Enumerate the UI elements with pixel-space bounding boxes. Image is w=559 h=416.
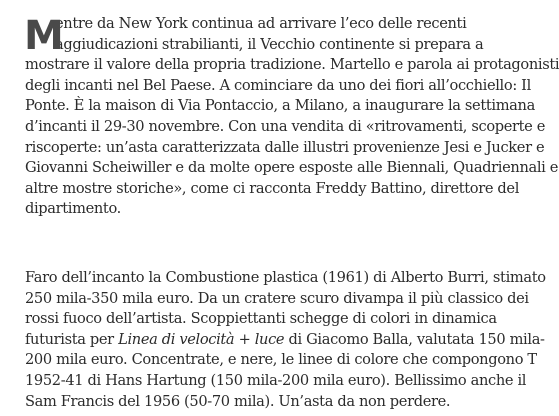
paragraph-line: mostrare il valore della propria tradizione. Martello e parola ai protagonisti: [25, 56, 559, 74]
paragraph-line: riscoperte: un’asta caratterizzata dalle illustri provenienze Jesi e Jucker e: [25, 138, 545, 156]
paragraph-line: Giovanni Scheiwiller e da molte opere esposte alle Biennali, Quadriennali e: [25, 159, 559, 177]
paragraph-text: di Giacomo Balla, valutata 150 mila-: [284, 330, 545, 348]
article-body: [24, 13, 559, 412]
paragraph-line: Ponte. È la maison di Via Pontaccio, a Milano, a inaugurare la settimana: [25, 97, 535, 115]
drop-cap: M: [24, 13, 64, 59]
paragraph-line: degli incanti nel Bel Paese. A cominciare da uno dei fiori all’occhiello: Il: [25, 76, 531, 94]
paragraph-line: Faro dell’incanto la Combustione plastica (1961) di Alberto Burri, stimato: [25, 268, 546, 286]
artwork-title: Linea di velocità + luce: [118, 330, 285, 348]
paragraph-text: entre da New York continua ad arrivare l’eco delle recenti: [55, 15, 467, 32]
intro-paragraph: [24, 13, 559, 220]
second-paragraph: [25, 268, 546, 412]
paragraph-line: dipartimento.: [25, 200, 121, 218]
paragraph-line: aggiudicazioni strabilianti, il Vecchio continente si prepara a: [55, 35, 484, 53]
paragraph-line: [25, 330, 545, 351]
paragraph-line: 200 mila euro. Concentrate, e nere, le linee di colore che compongono T: [25, 351, 537, 369]
paragraph-text: futurista per: [25, 330, 119, 348]
paragraph-line: Sam Francis del 1956 (50-70 mila). Un’asta da non perdere.: [25, 392, 451, 410]
paragraph-line: d’incanti il 29-30 novembre. Con una vendita di «ritrovamenti, scoperte e: [25, 117, 546, 135]
paragraph-line: rossi fuoco dell’artista. Scoppiettanti schegge di colori in dinamica: [25, 310, 497, 328]
paragraph-line: 250 mila-350 mila euro. Da un cratere scuro divampa il più classico dei: [25, 289, 529, 307]
paragraph-line: altre mostre storiche», come ci racconta Freddy Battino, direttore del: [25, 179, 520, 197]
paragraph-line: 1952-41 di Hans Hartung (150 mila-200 mila euro). Bellissimo anche il: [25, 371, 527, 389]
